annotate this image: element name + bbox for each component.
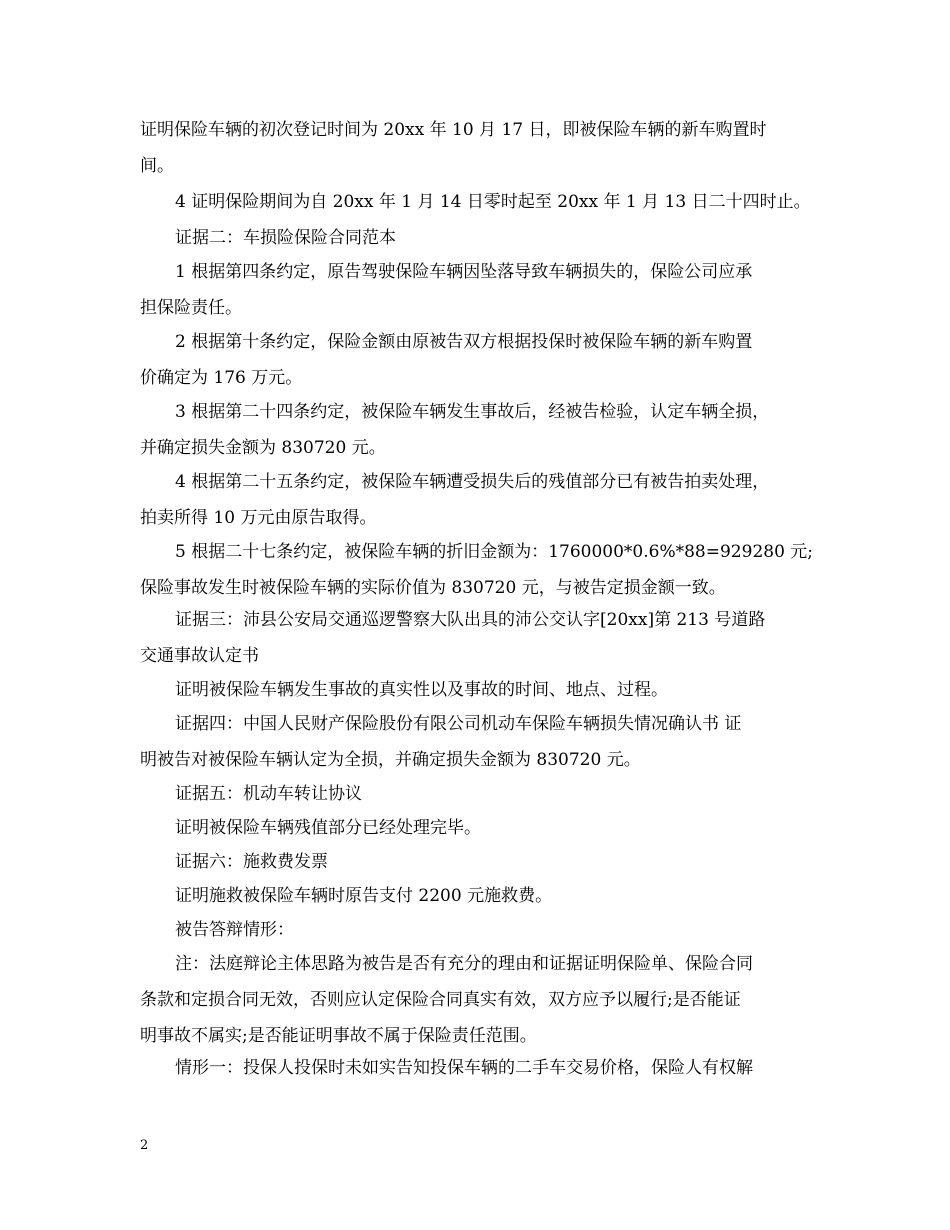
paragraph [140, 464, 820, 536]
text-line: 间。 [140, 156, 174, 176]
text-line: 注：法庭辩论主体思路为被告是否有充分的理由和证据证明保险单、保险合同 [175, 954, 753, 974]
paragraph [140, 534, 820, 606]
paragraph [140, 602, 820, 674]
paragraph [140, 912, 820, 948]
text-line: 证明被保险车辆发生事故的真实性以及事故的时间、地点、过程。 [175, 680, 668, 700]
text-line: 3 根据第二十四条约定，被保险车辆发生事故后，经被告检验，认定车辆全损， [175, 402, 770, 422]
text-line: 证据二：车损险保险合同范本 [175, 228, 396, 248]
paragraph [140, 810, 820, 846]
text-line: 4 证明保险期间为自 20xx 年 1 月 14 日零时起至 20xx 年 1 月 13 日二十四时止。 [175, 192, 811, 212]
paragraph [140, 220, 820, 256]
paragraph [140, 776, 820, 812]
text-line: 证明保险车辆的初次登记时间为 20xx 年 10 月 17 日，即被保险车辆的新车购置时 [140, 120, 767, 140]
text-line: 并确定损失金额为 830720 元。 [140, 438, 386, 458]
text-line: 条款和定损合同无效，否则应认定保险合同真实有效，双方应予以履行;是否能证 [140, 990, 741, 1010]
paragraph [140, 394, 820, 466]
text-line: 4 根据第二十五条约定，被保险车辆遭受损失后的残值部分已有被告拍卖处理， [175, 472, 770, 492]
paragraph [140, 706, 820, 778]
text-line: 证明施救被保险车辆时原告支付 2200 元施救费。 [175, 886, 553, 906]
paragraph [140, 1050, 820, 1086]
text-line: 明被告对被保险车辆认定为全损，并确定损失金额为 830720 元。 [140, 750, 641, 770]
text-line: 证据四：中国人民财产保险股份有限公司机动车保险车辆损失情况确认书 证 [175, 714, 742, 734]
text-line: 价确定为 176 万元。 [140, 368, 303, 388]
text-line: 证据五：机动车转让协议 [175, 784, 362, 804]
paragraph [140, 184, 820, 220]
text-line: 保险事故发生时被保险车辆的实际价值为 830720 元，与被告定损金额一致。 [140, 578, 726, 598]
text-line: 5 根据二十七条约定，被保险车辆的折旧金额为：1760000*0.6%*88=929280 元; [175, 542, 814, 562]
text-line: 证据六：施救费发票 [175, 852, 328, 872]
paragraph [140, 672, 820, 708]
text-line: 交通事故认定书 [140, 646, 259, 666]
text-line: 情形一：投保人投保时未如实告知投保车辆的二手车交易价格，保险人有权解 [175, 1058, 753, 1078]
text-line: 明事故不属实;是否能证明事故不属于保险责任范围。 [140, 1026, 537, 1046]
paragraph [140, 878, 820, 914]
text-line: 被告答辩情形： [175, 920, 294, 940]
text-line: 证明被保险车辆残值部分已经处理完毕。 [175, 818, 481, 838]
text-line: 担保险责任。 [140, 298, 242, 318]
text-line: 1 根据第四条约定，原告驾驶保险车辆因坠落导致车辆损失的，保险公司应承 [175, 262, 753, 282]
paragraph [140, 324, 820, 396]
text-line: 2 根据第十条约定，保险金额由原被告双方根据投保时被保险车辆的新车购置 [175, 332, 753, 352]
page-number: 2 [140, 1138, 149, 1153]
paragraph [140, 844, 820, 880]
paragraph [140, 946, 820, 1054]
paragraph-continuation [140, 112, 820, 184]
text-line: 拍卖所得 10 万元由原告取得。 [140, 508, 377, 528]
text-line: 证据三：沛县公安局交通巡逻警察大队出具的沛公交认字[20xx]第 213 号道路 [175, 610, 766, 630]
paragraph [140, 254, 820, 326]
